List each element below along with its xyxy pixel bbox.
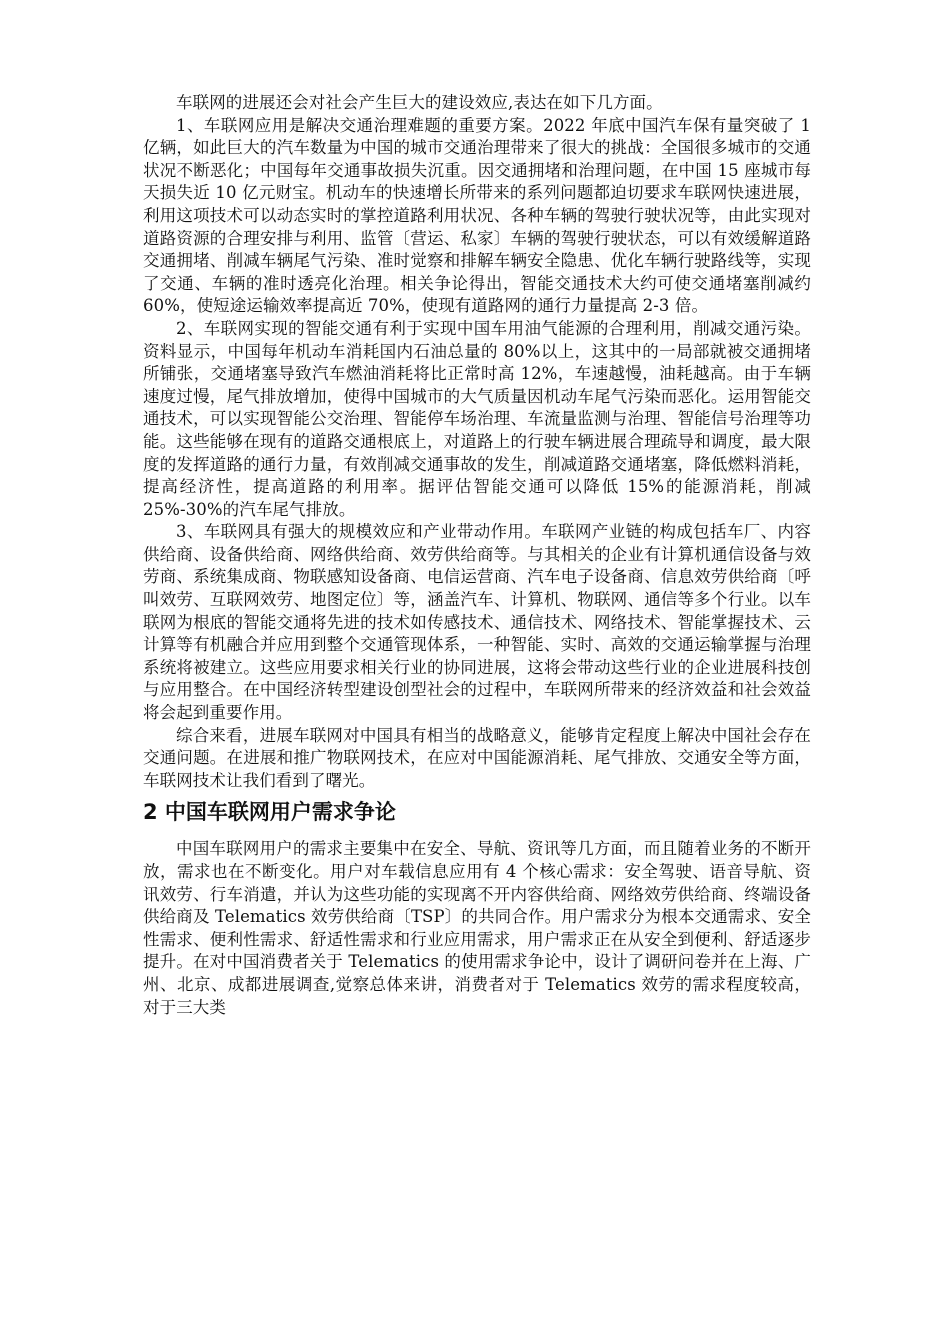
section-heading: 2 中国车联网用户需求争论 [143, 800, 396, 825]
paragraph-point-2: 2、车联网实现的智能交通有利于实现中国车用油气能源的合理利用，削减交通污染。资料显示，中国每年机动车消耗国内石油总量的 80%以上，这其中的一局部就被交通拥堵所铺张，交通堵塞导致汽车燃油消耗将比正常时高 12%，车速越慢，油耗越高。由于车辆速度过慢，尾气排放增加，使得中国城市的大气质量因机动车尾气污染而恶化。运用智能交通技术，可以实现智能公交治理、智能停车场治理、车流量监测与治理、智能信号治理等功能。这些能够在现有的道路交通根底上，对道路上的行驶车辆进展合理疏导和调度，最大限度的发挥道路的通行力量，有效削减交通事故的发生，削减道路交通堵塞，降低燃料消耗，提高经济性，提高道路的利用率。据评估智能交通可以降低 15%的能源消耗，削减25%-30%的汽车尾气排放。 [143, 318, 811, 519]
paragraph-intro: 车联网的进展还会对社会产生巨大的建设效应,表达在如下几方面。 [176, 93, 663, 112]
paragraph-summary: 综合来看，进展车联网对中国具有相当的战略意义，能够肯定程度上解决中国社会存在交通问题。在进展和推广物联网技术，在应对中国能源消耗、尾气排放、交通安全等方面，车联网技术让我们看到了曙光。 [143, 725, 811, 790]
paragraph-point-1: 1、车联网应用是解决交通治理难题的重要方案。2022 年底中国汽车保有量突破了 1 亿辆，如此巨大的汽车数量为中国的城市交通治理带来了很大的挑战：全国很多城市的交通状况不断恶化；中国每年交通事故损失沉重。因交通拥堵和治理问题，在中国 15 座城市每天损失近 10 亿元财宝。机动车的快速增长所带来的系列问题都迫切要求车联网快速进展，利用这项技术可以动态实时的掌控道路利用状况、各种车辆的驾驶行驶状况等，由此实现对道路资源的合理安排与利用、监管〔营运、私家〕车辆的驾驶行驶状态，可以有效缓解道路交通拥堵、削减车辆尾气污染、准时觉察和排解车辆安全隐患、优化车辆行驶路线等，实现了交通、车辆的准时透亮化治理。相关争论得出，智能交通技术大约可使交通堵塞削减约 60%，使短途运输效率提高近 70%，使现有道路网的通行力量提高 2-3 倍。 [143, 115, 811, 316]
paragraph-user-demand: 中国车联网用户的需求主要集中在安全、导航、资讯等几方面，而且随着业务的不断开放，需求也在不断变化。用户对车载信息应用有 4 个核心需求：安全驾驶、语音导航、资讯效劳、行车消遣，并认为这些功能的实现离不开内容供给商、网络效劳供给商、终端设备供给商及 Telematics 效劳供给商〔TSP〕的共同合作。用户需求分为根本交通需求、安全性需求、便利性需求、舒适性需求和行业应用需求，用户需求正在从安全到便利、舒适逐步提升。在对中国消费者关于 Telematics 的使用需求争论中，设计了调研问卷并在上海、广州、北京、成都进展调查,觉察总体来讲，消费者对于 Telematics 效劳的需求程度较高，对于三大类 [143, 839, 811, 1017]
paragraph-point-3: 3、车联网具有强大的规模效应和产业带动作用。车联网产业链的构成包括车厂、内容供给商、设备供给商、网络供给商、效劳供给商等。与其相关的企业有计算机通信设备与效劳商、系统集成商、物联感知设备商、电信运营商、汽车电子设备商、信息效劳供给商〔呼叫效劳、互联网效劳、地图定位〕等，涵盖汽车、计算机、物联网、通信等多个行业。以车联网为根底的智能交通将先进的技术如传感技术、通信技术、网络技术、智能掌握技术、云计算等有机融合并应用到整个交通管现体系，一种智能、实时、高效的交通运输掌握与治理系统将被建立。这些应用要求相关行业的协同进展，这将会带动这些行业的企业进展科技创与应用整合。在中国经济转型建设创型社会的过程中，车联网所带来的经济效益和社会效益将会起到重要作用。 [143, 522, 811, 723]
document-body [143, 92, 811, 1019]
